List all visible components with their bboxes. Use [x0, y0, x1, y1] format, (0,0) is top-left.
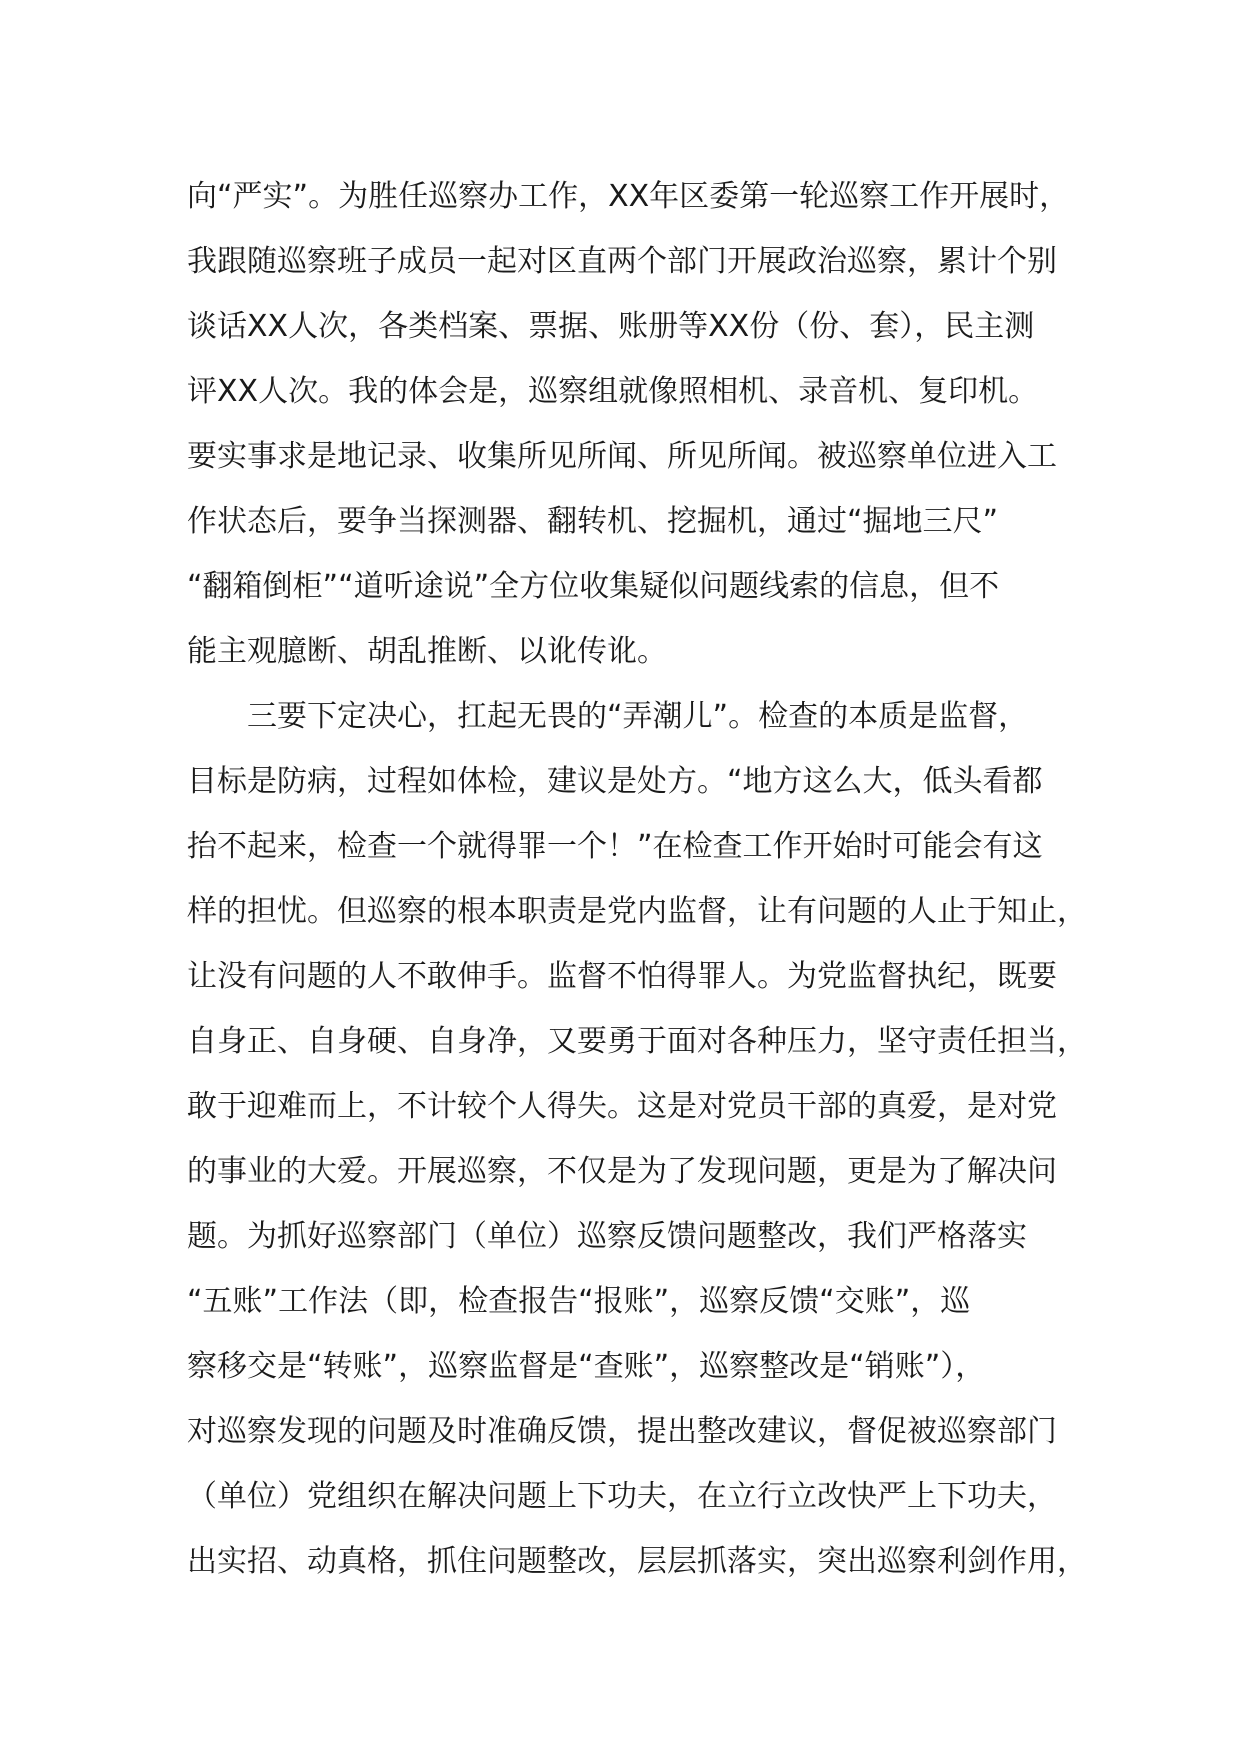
text-line: 作状态后，要争当探测器、翻转机、挖掘机，通过“掘地三尺”	[187, 504, 999, 539]
text-line: 谈话XX人次，各类档案、票据、账册等XX份（份、套），民主测	[187, 309, 1035, 344]
text-line: “翻箱倒柜”“道听途说”全方位收集疑似问题线索的信息，但不	[187, 569, 1000, 604]
text-line: 自身正、自身硬、自身净，又要勇于面对各种压力，坚守责任担当，	[187, 1024, 1087, 1059]
text-line: 能主观臆断、胡乱推断、以讹传讹。	[187, 634, 667, 669]
body-text	[187, 164, 1087, 1594]
text-line: 题。为抓好巡察部门（单位）巡察反馈问题整改，我们严格落实	[187, 1219, 1027, 1254]
text-line: 评XX人次。我的体会是，巡察组就像照相机、录音机、复印机。	[187, 374, 1039, 409]
text-line: 出实招、动真格，抓住问题整改，层层抓落实，突出巡察利剑作用，	[187, 1544, 1087, 1579]
text-line: 让没有问题的人不敢伸手。监督不怕得罪人。为党监督执纪，既要	[187, 959, 1057, 994]
text-line: 要实事求是地记录、收集所见所闻、所见所闻。被巡察单位进入工	[187, 439, 1057, 474]
text-line: 的事业的大爱。开展巡察，不仅是为了发现问题，更是为了解决问	[187, 1154, 1057, 1189]
text-line: 对巡察发现的问题及时准确反馈，提出整改建议，督促被巡察部门	[187, 1414, 1057, 1449]
text-line: 敢于迎难而上，不计较个人得失。这是对党员干部的真爱，是对党	[187, 1089, 1057, 1124]
text-line: 察移交是“转账”，巡察监督是“查账”，巡察整改是“销账”），	[187, 1349, 986, 1384]
paragraph-first-line: 三要下定决心，扛起无畏的“弄潮儿”。检查的本质是监督，	[247, 699, 1029, 734]
text-line: 目标是防病，过程如体检，建议是处方。“地方这么大，低头看都	[187, 764, 1043, 799]
text-line: 抬不起来，检查一个就得罪一个！”在检查工作开始时可能会有这	[187, 829, 1043, 864]
text-line: 样的担忧。但巡察的根本职责是党内监督，让有问题的人止于知止，	[187, 894, 1087, 929]
text-line: 向“严实”。为胜任巡察办工作，XX年区委第一轮巡察工作开展时，	[187, 179, 1070, 214]
text-line: （单位）党组织在解决问题上下功夫，在立行立改快严上下功夫，	[187, 1479, 1057, 1514]
text-line: 我跟随巡察班子成员一起对区直两个部门开展政治巡察，累计个别	[187, 244, 1057, 279]
text-line: “五账”工作法（即，检查报告“报账”，巡察反馈“交账”，巡	[187, 1284, 971, 1319]
